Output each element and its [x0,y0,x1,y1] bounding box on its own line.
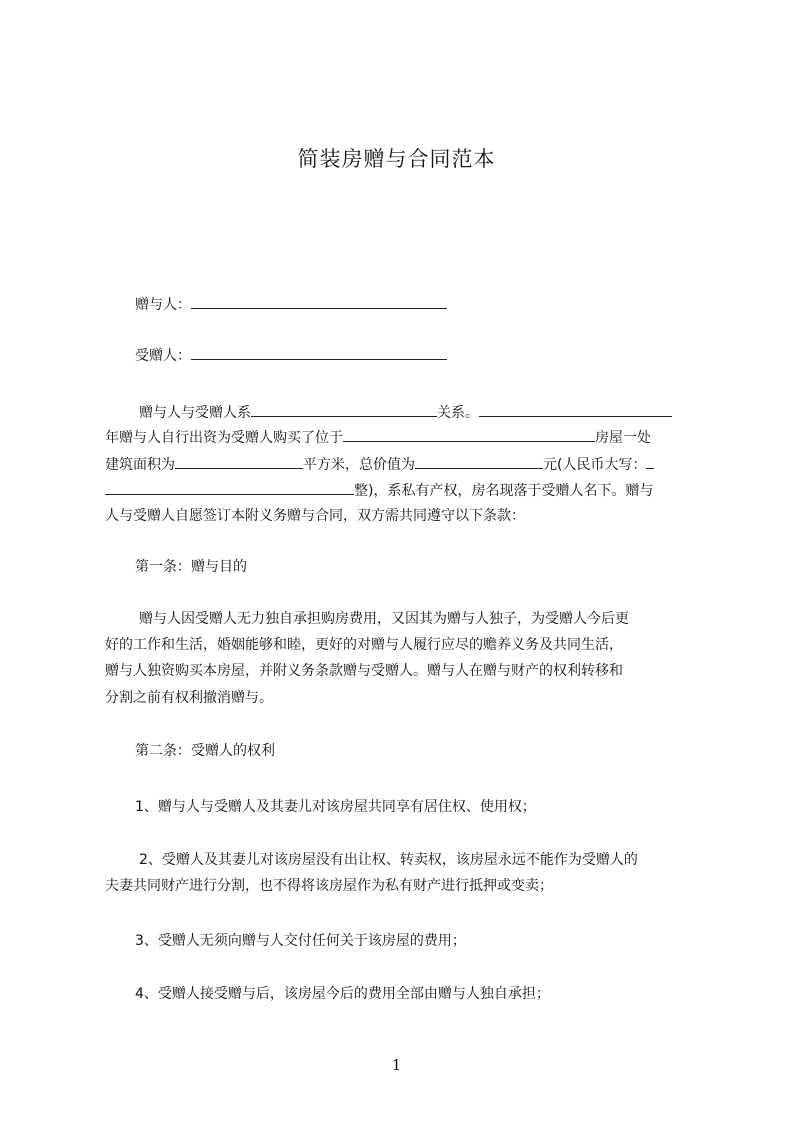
intro-text: 平方米，总价值为 [303,457,415,473]
value-blank[interactable] [415,454,543,469]
intro-line-3 [105,454,654,474]
intro-text: 元(人民币大写： [543,457,647,473]
intro-line-2 [105,427,651,447]
area-blank[interactable] [175,454,303,469]
amount-words-blank[interactable] [105,480,354,495]
article-1-text: 赠与人独资购买本房屋，并附义务条款赠与受赠人。赠与人在赠与财产的权利转移和 [105,663,623,679]
donor-blank[interactable] [191,294,447,309]
article-2-item-4: 4、受赠人接受赠与后，该房屋今后的费用全部由赠与人独自承担； [135,986,550,1002]
donee-blank[interactable] [191,345,447,360]
article-1-text: 赠与人因受赠人无力独自承担购房费用，又因其为赠与人独子，为受赠人今后更 [139,611,629,627]
article-2-item-1: 1、赠与人与受赠人及其妻儿对该房屋共同享有居住权、使用权； [135,799,536,815]
amount-words-blank-start[interactable] [646,454,654,469]
intro-line-4 [105,480,653,500]
donor-line [135,294,447,314]
page-number: 1 [391,1056,402,1074]
intro-line-1 [139,402,672,422]
intro-line-5: 人与受赠人自愿签订本附义务赠与合同，双方需共同遵守以下条款： [105,508,525,524]
article-1-heading: 第一条：赠与目的 [135,559,247,575]
article-2-item-2-cont: 夫妻共同财产进行分割，也不得将该房屋作为私有财产进行抵押或变卖； [105,878,553,894]
donee-label: 受赠人： [135,348,191,364]
article-2-heading: 第二条：受赠人的权利 [135,743,275,759]
year-blank[interactable] [479,402,672,417]
intro-text: 整)，系私有产权，房名现落于受赠人名下。赠与 [354,483,654,499]
article-2-item-2: 2、受赠人及其妻儿对该房屋没有出让权、转卖权，该房屋永远不能作为受赠人的 [139,852,638,868]
location-blank[interactable] [343,427,595,442]
article-1-text: 分割之前有权利撤消赠与。 [105,690,273,706]
relationship-blank[interactable] [251,402,437,417]
document-title: 简装房赠与合同范本 [297,147,496,171]
intro-text: 房屋一处 [595,430,651,446]
intro-text: 建筑面积为 [105,457,175,473]
intro-text: 赠与人与受赠人系 [139,405,251,421]
intro-text: 年赠与人自行出资为受赠人购买了位于 [105,430,343,446]
donee-line [135,345,447,365]
intro-text: 关系。 [437,405,479,421]
donor-label: 赠与人： [135,297,191,313]
article-2-item-3: 3、受赠人无须向赠与人交付任何关于该房屋的费用； [135,933,466,949]
article-1-text: 好的工作和生活，婚姻能够和睦，更好的对赠与人履行应尽的赡养义务及共同生活， [105,637,623,653]
